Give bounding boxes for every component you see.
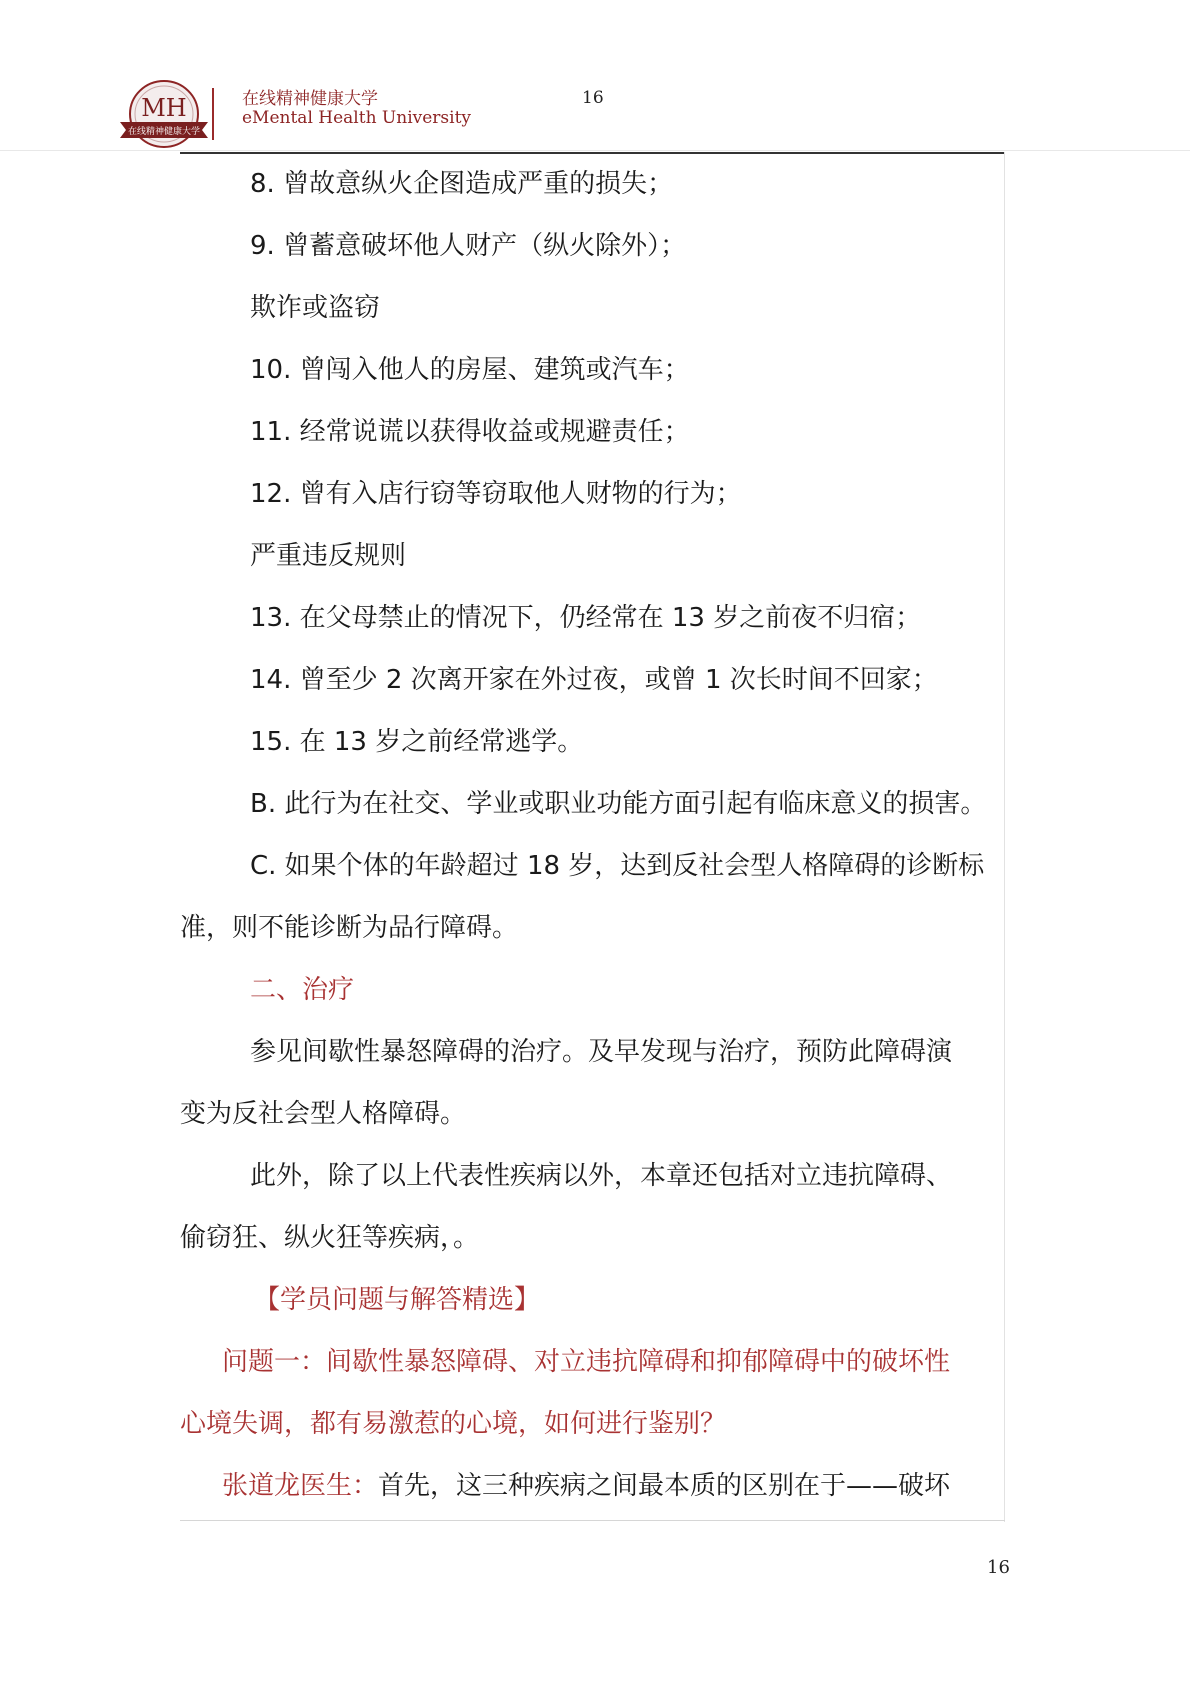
- page-header: [0, 0, 1190, 160]
- answer-text: 首先，这三种疾病之间最本质的区别在于——破坏: [378, 1471, 951, 1501]
- list-item-14: 14. 曾至少 2 次离开家在外过夜，或曾 1 次长时间不回家；: [250, 665, 938, 695]
- org-name-english: eMental Health University: [242, 108, 472, 128]
- category-rule-violation: 严重违反规则: [250, 541, 407, 571]
- chapter-note-paragraph: 此外，除了以上代表性疾病以外，本章还包括对立违抗障碍、: [250, 1161, 953, 1191]
- list-item-8: 8. 曾故意纵火企图造成严重的损失；: [250, 169, 674, 199]
- logo-ribbon-text: 在线精神健康大学: [127, 127, 201, 137]
- answer-line: [222, 1469, 950, 1503]
- category-fraud-theft: 欺诈或盗窃: [250, 293, 381, 323]
- logo-monogram: MH: [141, 94, 187, 122]
- criterion-c-continued: 准，则不能诊断为品行障碍。: [180, 913, 519, 943]
- criterion-b: B. 此行为在社交、学业或职业功能方面引起有临床意义的损害。: [250, 789, 987, 819]
- list-item-11: 11. 经常说谎以获得收益或规避责任；: [250, 417, 690, 447]
- content-bottom-rule: [180, 1520, 1005, 1521]
- answer-speaker: 张道龙医生：: [222, 1471, 379, 1501]
- criterion-c: C. 如果个体的年龄超过 18 岁，达到反社会型人格障碍的诊断标: [250, 851, 985, 881]
- list-item-15: 15. 在 13 岁之前经常逃学。: [250, 727, 584, 757]
- question-one-continued: 心境失调，都有易激惹的心境，如何进行鉴别？: [180, 1409, 727, 1439]
- header-vertical-divider: [212, 88, 214, 140]
- treatment-paragraph: 参见间歇性暴怒障碍的治疗。及早发现与治疗，预防此障碍演: [250, 1037, 953, 1067]
- treatment-paragraph-continued: 变为反社会型人格障碍。: [180, 1099, 467, 1129]
- chapter-note-continued: 偷窃狂、纵火狂等疾病，。: [180, 1223, 480, 1253]
- list-item-10: 10. 曾闯入他人的房屋、建筑或汽车；: [250, 355, 690, 385]
- header-page-number: 16: [582, 88, 604, 108]
- section-heading-treatment: 二、治疗: [250, 975, 355, 1005]
- list-item-12: 12. 曾有入店行窃等窃取他人财物的行为；: [250, 479, 742, 509]
- university-logo: [118, 78, 210, 154]
- org-name-chinese: 在线精神健康大学: [242, 89, 378, 109]
- footer-page-number: 16: [987, 1557, 1010, 1578]
- list-item-9: 9. 曾蓄意破坏他人财产（纵火除外）；: [250, 231, 687, 261]
- content-top-rule: [180, 152, 1005, 154]
- list-item-13: 13. 在父母禁止的情况下，仍经常在 13 岁之前夜不归宿；: [250, 603, 922, 633]
- header-rule: [0, 150, 1190, 151]
- qa-section-heading: 【学员问题与解答精选】: [254, 1285, 541, 1315]
- content-right-rule: [1004, 152, 1005, 1522]
- question-one: 问题一：间歇性暴怒障碍、对立违抗障碍和抑郁障碍中的破坏性: [222, 1347, 951, 1377]
